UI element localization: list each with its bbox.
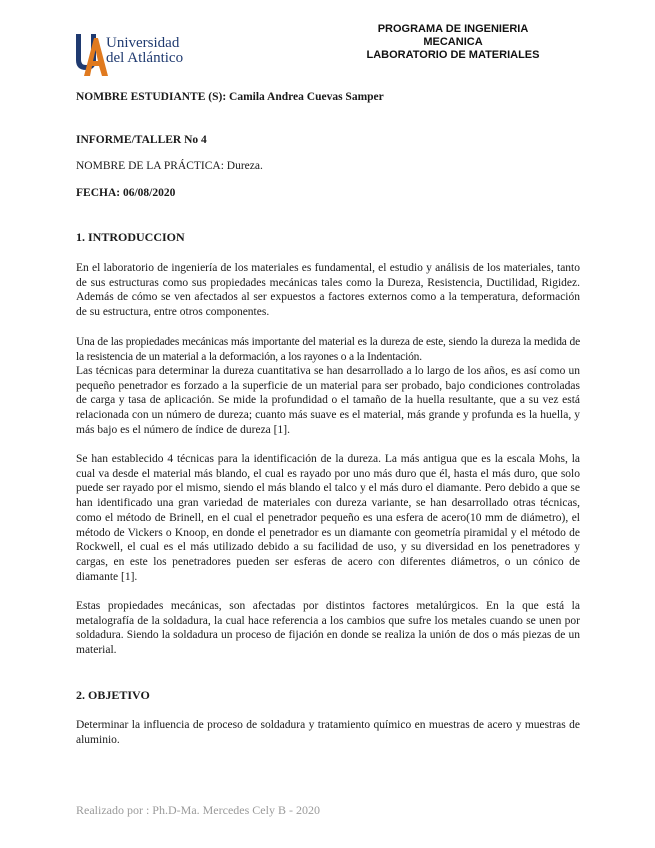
program-line-1: PROGRAMA DE INGENIERIA — [377, 23, 529, 35]
logo-line-2: del Atlántico — [106, 50, 184, 66]
intro-paragraph-3: Las técnicas para determinar la dureza cuantitativa se han desarrollado a lo largo de los años, es así como un pequeño penetrador es forzado a la superficie de un material para ser probado, bajo condiciones controladas de carga y tasa de aplicación. Se mide la profundidad o el tamaño de la huella resultante, que a su vez está relacionada con un número de dureza; cuanto más suave es el material, más grande y profunda es la huella, y más bajo es el número de índice de dureza [1]. — [76, 365, 580, 436]
program-line-3: LABORATORIO DE MATERIALES — [366, 49, 540, 61]
logo-line-1: Universidad — [106, 35, 180, 51]
program-header — [340, 23, 566, 62]
intro-paragraph-1: En el laboratorio de ingeniería de los materiales es fundamental, el estudio y análisis de los materiales, tanto de sus estructuras como sus propiedades mecánicas tales como la Dureza, Resistencia, Ductilidad, Rigidez. Además de cómo se ven afectados al ser expuestos a factores externos como a la temperatura, deformación de su estructura, entre otros componentes. — [76, 262, 580, 319]
student-name: NOMBRE ESTUDIANTE (S): Camila Andrea Cuevas Samper — [76, 91, 384, 103]
practice-name: NOMBRE DE LA PRÁCTICA: Dureza. — [76, 160, 263, 172]
report-number: INFORME/TALLER No 4 — [76, 134, 207, 146]
report-date: FECHA: 06/08/2020 — [76, 187, 176, 199]
intro-paragraph-5: Estas propiedades mecánicas, son afectadas por distintos factores metalúrgicos. En la que está la metalografía de la soldadura, la cual hace referencia a los cambios que sufre los metales cuando se unen por soldadura. Siendo la soldadura un proceso de fijación en donde se realiza la unión de dos o más piezas de un material. — [76, 600, 580, 657]
footer-credit: Realizado por : Ph.D-Ma. Mercedes Cely B - 2020 — [76, 803, 320, 817]
intro-paragraph-4: Se han establecido 4 técnicas para la identificación de la dureza. La más antigua que es la escala Mohs, la cual va desde el material más blando, el cual es rayado por uno más duro que él, hasta el más duro, que solo puede ser rayado por el mismo, siendo el más blando el talco y el más duro el diamante. Pero debido a que se han identificado una gran variedad de materiales con dureza variante, se han desarrollado otras técnicas, como el método de Brinell, en el cual el penetrador pequeño es una esfera de acero(10 mm de diámetro), el método de Vickers o Knoop, en donde el penetrador es un diamante con geometría piramidal y el método de Rockwell, el cual es el más utilizado debido a su facilidad de uso, y su diversidad en los penetradores y cargas, en este los penetradores pueden ser esferas de acero con diferentes diámetros, o un cónico de diamante [1]. — [76, 453, 580, 583]
intro-heading: 1. INTRODUCCION — [76, 230, 185, 244]
objective-text: Determinar la influencia de proceso de soldadura y tratamiento químico en muestras de acero y muestras de aluminio. — [76, 719, 580, 746]
logo-wordmark — [106, 36, 183, 66]
intro-paragraph-2: Una de las propiedades mecánicas más importante del material es la dureza de este, siendo la dureza la medida de la resistencia de un material a la deformación, a los rayones o a la Indentación. — [76, 336, 580, 363]
objective-heading: 2. OBJETIVO — [76, 688, 150, 702]
program-line-2: MECANICA — [423, 36, 483, 48]
